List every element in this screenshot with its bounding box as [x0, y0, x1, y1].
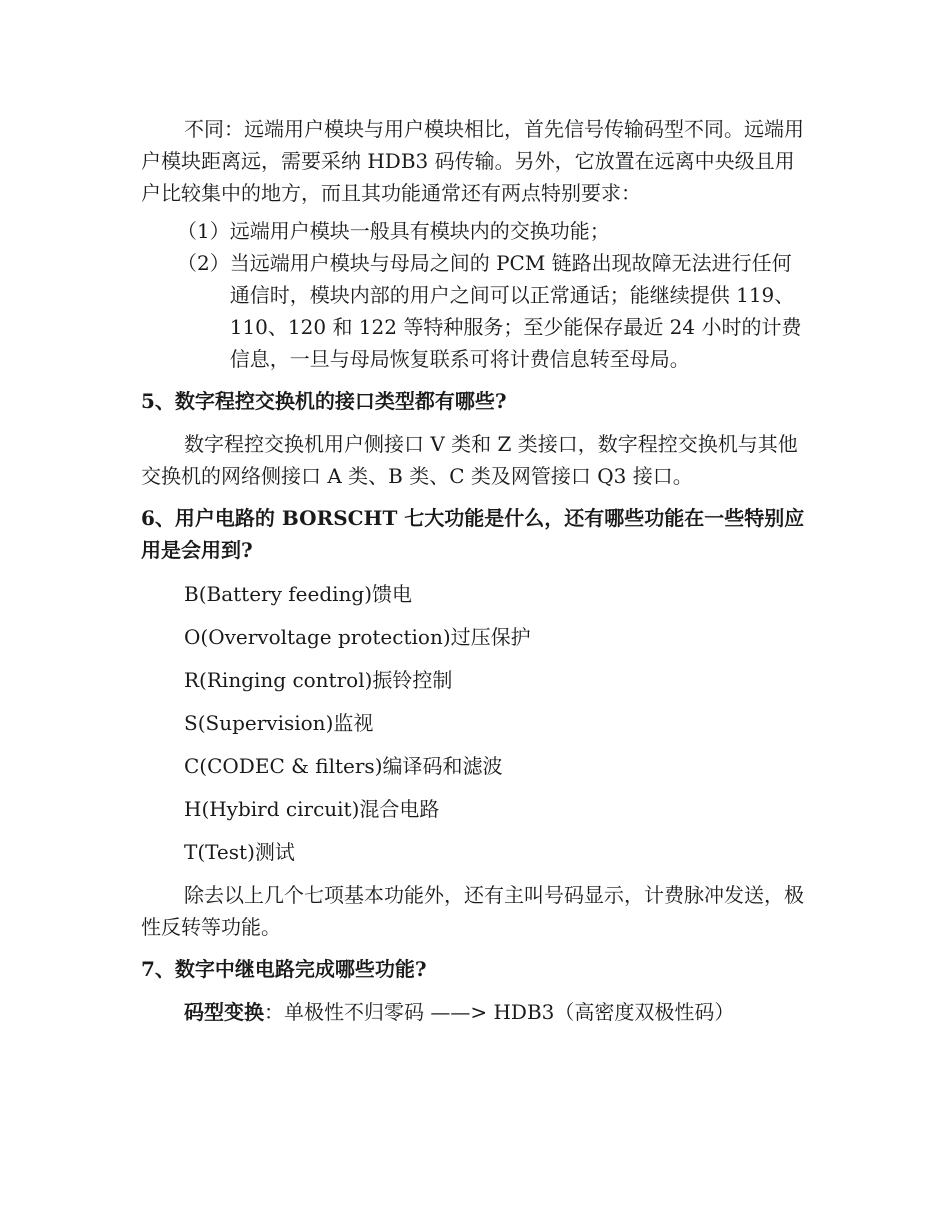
document-page	[141, 113, 811, 1028]
list-item-text: 远端用户模块一般具有模块内的交换功能；	[229, 219, 610, 243]
list-item	[141, 215, 811, 247]
function-item-codec: C(CODEC & filters)编译码和滤波	[184, 754, 503, 778]
q5-answer: 数字程控交换机用户侧接口 V 类和 Z 类接口，数字程控交换机与其他交换机的网络侧接口 A 类、B 类、C 类及网管接口 Q3 接口。	[141, 432, 798, 488]
function-item-overvoltage: O(Overvoltage protection)过压保护	[184, 625, 531, 649]
q6-heading: 6、用户电路的 BORSCHT 七大功能是什么，还有哪些功能在一些特别应用是会用到?	[141, 506, 805, 562]
q6-extra-paragraph: 除去以上几个七项基本功能外，还有主叫号码显示，计费脉冲发送，极性反转等功能。	[141, 883, 804, 939]
requirements-list	[141, 215, 811, 375]
function-item-supervision: S(Supervision)监视	[184, 711, 374, 735]
list-item-number: （2）	[177, 251, 230, 275]
function-item-hybrid: H(Hybird circuit)混合电路	[184, 797, 440, 821]
list-item	[141, 247, 811, 375]
q5-heading: 5、数字程控交换机的接口类型都有哪些?	[141, 389, 507, 413]
code-conversion-label: 码型变换	[184, 1000, 264, 1024]
q7-heading: 7、数字中继电路完成哪些功能?	[141, 957, 427, 981]
function-item-battery: B(Battery feeding)馈电	[184, 582, 413, 606]
list-item-text: 当远端用户模块与母局之间的 PCM 链路出现故障无法进行任何通信时，模块内部的用户之间可以正常通话；能继续提供 119、110、120 和 122 等特种服务；至少能保存最近 24 小时的计费信息，一旦与母局恢复联系可将计费信息转至母局。	[229, 251, 802, 371]
code-conversion-text: ：单极性不归零码 ——> HDB3（高密度双极性码）	[264, 1000, 735, 1024]
list-item-number: （1）	[177, 219, 230, 243]
function-item-ringing: R(Ringing control)振铃控制	[184, 668, 453, 692]
intro-paragraph: 不同：远端用户模块与用户模块相比，首先信号传输码型不同。远端用户模块距离远，需要采纳 HDB3 码传输。另外，它放置在远离中央级且用户比较集中的地方，而且其功能通常还有两点特别要求：	[141, 117, 804, 205]
function-item-test: T(Test)测试	[184, 840, 295, 864]
q7-code-conversion	[141, 996, 811, 1028]
